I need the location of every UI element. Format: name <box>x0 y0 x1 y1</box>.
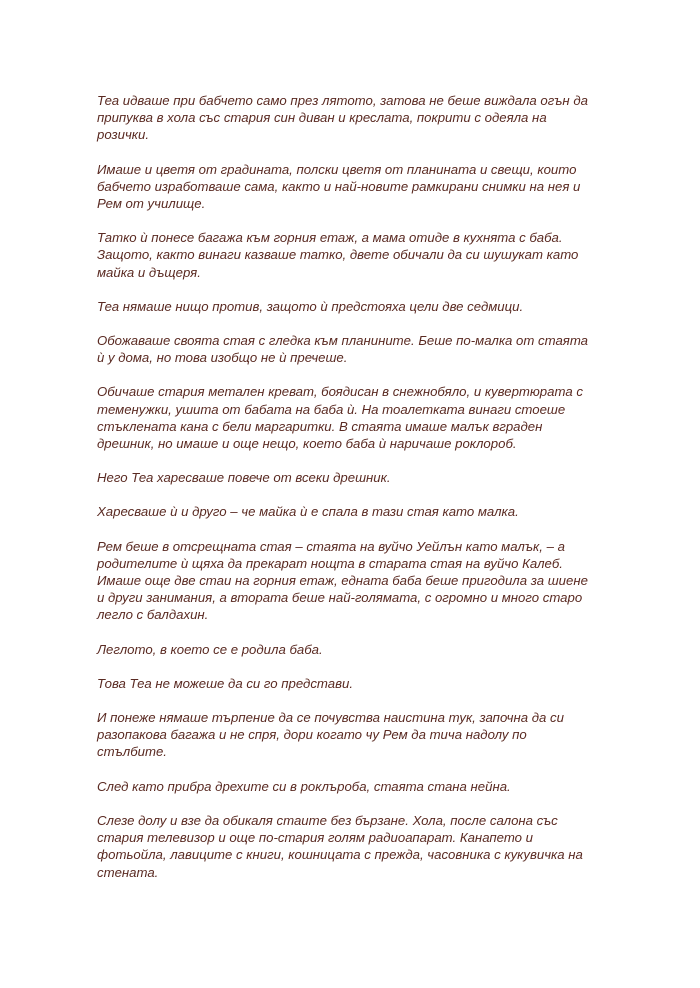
paragraph-8: Харесваше ѝ и друго – че майка ѝ е спала в тази стая като малка. <box>97 504 519 520</box>
paragraph-10: Леглото, в което се е родила баба. <box>97 641 323 657</box>
paragraph-12: И понеже нямаше търпение да се почувства наистина тук, започна да си разопакова багажа и не спря, дори когато чу Рем да тича надолу по стълбите. <box>97 710 564 760</box>
paragraph-1: Теа идваше при бабчето само през лятото, затова не беше виждала огън да припуква в хола със стария син диван и креслата, покрити с одеяла на розички. <box>97 93 588 143</box>
paragraph-3: Татко ѝ понесе багажа към горния етаж, а мама отиде в кухнята с баба. Защото, както винаги казваше татко, двете обичали да си шушукат като майка и дъщеря. <box>97 230 579 280</box>
paragraph-7: Него Теа харесваше повече от всеки дрешник. <box>97 470 391 486</box>
paragraph-4: Теа нямаше нищо против, защото ѝ предстояха цели две седмици. <box>97 298 524 314</box>
paragraph-9: Рем беше в отсрещната стая – стаята на вуйчо Уейлън като малък, – а родителите ѝ щяха да прекарат нощта в старата стая на вуйчо Калеб. Имаше още две стаи на горния етаж, едната баба беше пригодила за шиене и други занимания, а втората беше най-голямата, с огромно и много старо легло с балдахин. <box>97 538 588 623</box>
paragraph-13: След като прибра дрехите си в роклъроба, стаята стана нейна. <box>97 778 511 794</box>
paragraph-11: Това Теа не можеше да си го представи. <box>97 675 353 691</box>
paragraph-5: Обожаваше своята стая с гледка към планините. Беше по-малка от стаята ѝ у дома, но това изобщо не ѝ пречеше. <box>97 333 589 366</box>
paragraph-14: Слезе долу и взе да обикаля стаите без бързане. Хола, после салона със стария телевизор и още по-стария голям радиоапарат. Канапето и фотьойла, лавиците с книги, кошницата с прежда, часовника с кукувичка на стената. <box>97 812 583 880</box>
paragraph-2: Имаше и цветя от градината, полски цветя от планината и свещи, които бабчето изработваше сама, както и най-новите рамкирани снимки на нея и Рем от училище. <box>97 161 581 212</box>
paragraph-6: Обичаше стария метален креват, боядисан в снежнобяло, и кувертюрата с теменужки, ушита от бабата на баба ѝ. На тоалетката винаги стоеше стъклената кана с бели маргаритки. В стаята имаше малък вграден дрешник, но имаше и още нещо, което баба ѝ наричаше роклороб. <box>97 384 583 452</box>
text-column <box>97 92 607 898</box>
